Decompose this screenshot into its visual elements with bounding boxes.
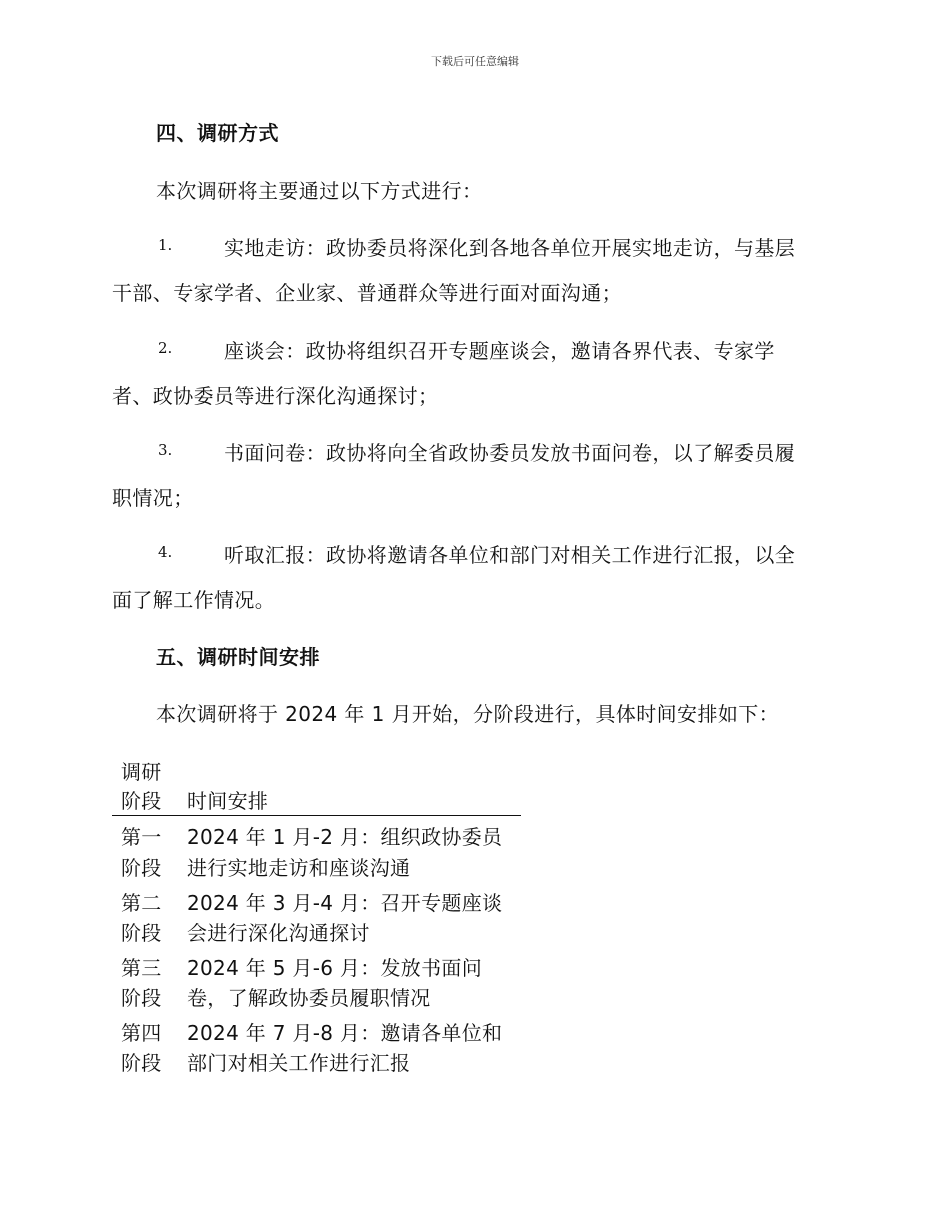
table-cell-stage: 第四 <box>121 1021 162 1045</box>
list-item-number: 3. <box>158 441 173 459</box>
section-4-heading: 四、调研方式 <box>156 121 279 145</box>
table-cell-schedule: 2024 年 5 月-6 月：发放书面问 <box>187 956 482 980</box>
table-cell-schedule: 卷，了解政协委员履职情况 <box>187 986 431 1010</box>
list-item-number: 2. <box>158 339 173 357</box>
table-cell-stage: 阶段 <box>121 856 162 880</box>
list-item-number: 4. <box>158 543 173 561</box>
list-item-text-line2: 职情况； <box>112 486 194 510</box>
list-item-text-line2: 面了解工作情况。 <box>112 588 276 612</box>
list-item-text-line2: 干部、专家学者、企业家、普通群众等进行面对面沟通； <box>112 281 622 305</box>
table-cell-schedule: 2024 年 3 月-4 月：召开专题座谈 <box>187 891 503 915</box>
list-item-text-line1: 实地走访：政协委员将深化到各地各单位开展实地走访，与基层 <box>224 236 796 260</box>
table-cell-stage: 阶段 <box>121 1051 162 1075</box>
table-cell-schedule: 会进行深化沟通探讨 <box>187 921 370 945</box>
table-cell-stage: 第一 <box>121 825 162 849</box>
list-item-text-line2: 者、政协委员等进行深化沟通探讨； <box>112 384 439 408</box>
table-header-stage-line1: 调研 <box>121 760 162 784</box>
table-cell-schedule: 进行实地走访和座谈沟通 <box>187 856 411 880</box>
table-cell-stage: 阶段 <box>121 986 162 1010</box>
table-cell-schedule: 2024 年 7 月-8 月：邀请各单位和 <box>187 1021 503 1045</box>
list-item-text-line1: 书面问卷：政协将向全省政协委员发放书面问卷，以了解委员履 <box>224 441 796 465</box>
table-cell-schedule: 2024 年 1 月-2 月：组织政协委员 <box>187 825 503 849</box>
table-cell-stage: 阶段 <box>121 921 162 945</box>
page-header: 下载后可任意编辑 <box>431 55 519 68</box>
section-5-heading: 五、调研时间安排 <box>156 645 320 669</box>
table-cell-stage: 第三 <box>121 956 162 980</box>
list-item-text-line1: 听取汇报：政协将邀请各单位和部门对相关工作进行汇报，以全 <box>224 543 796 567</box>
table-header-rule <box>112 815 521 816</box>
table-cell-schedule: 部门对相关工作进行汇报 <box>187 1051 411 1075</box>
list-item-number: 1. <box>158 236 173 254</box>
list-item-text-line1: 座谈会：政协将组织召开专题座谈会，邀请各界代表、专家学 <box>224 339 775 363</box>
section-5-intro: 本次调研将于 2024 年 1 月开始，分阶段进行，具体时间安排如下： <box>156 702 780 726</box>
table-header-schedule: 时间安排 <box>187 789 269 813</box>
table-header-stage-line2: 阶段 <box>121 789 162 813</box>
section-4-intro: 本次调研将主要通过以下方式进行： <box>156 179 483 203</box>
table-cell-stage: 第二 <box>121 891 162 915</box>
